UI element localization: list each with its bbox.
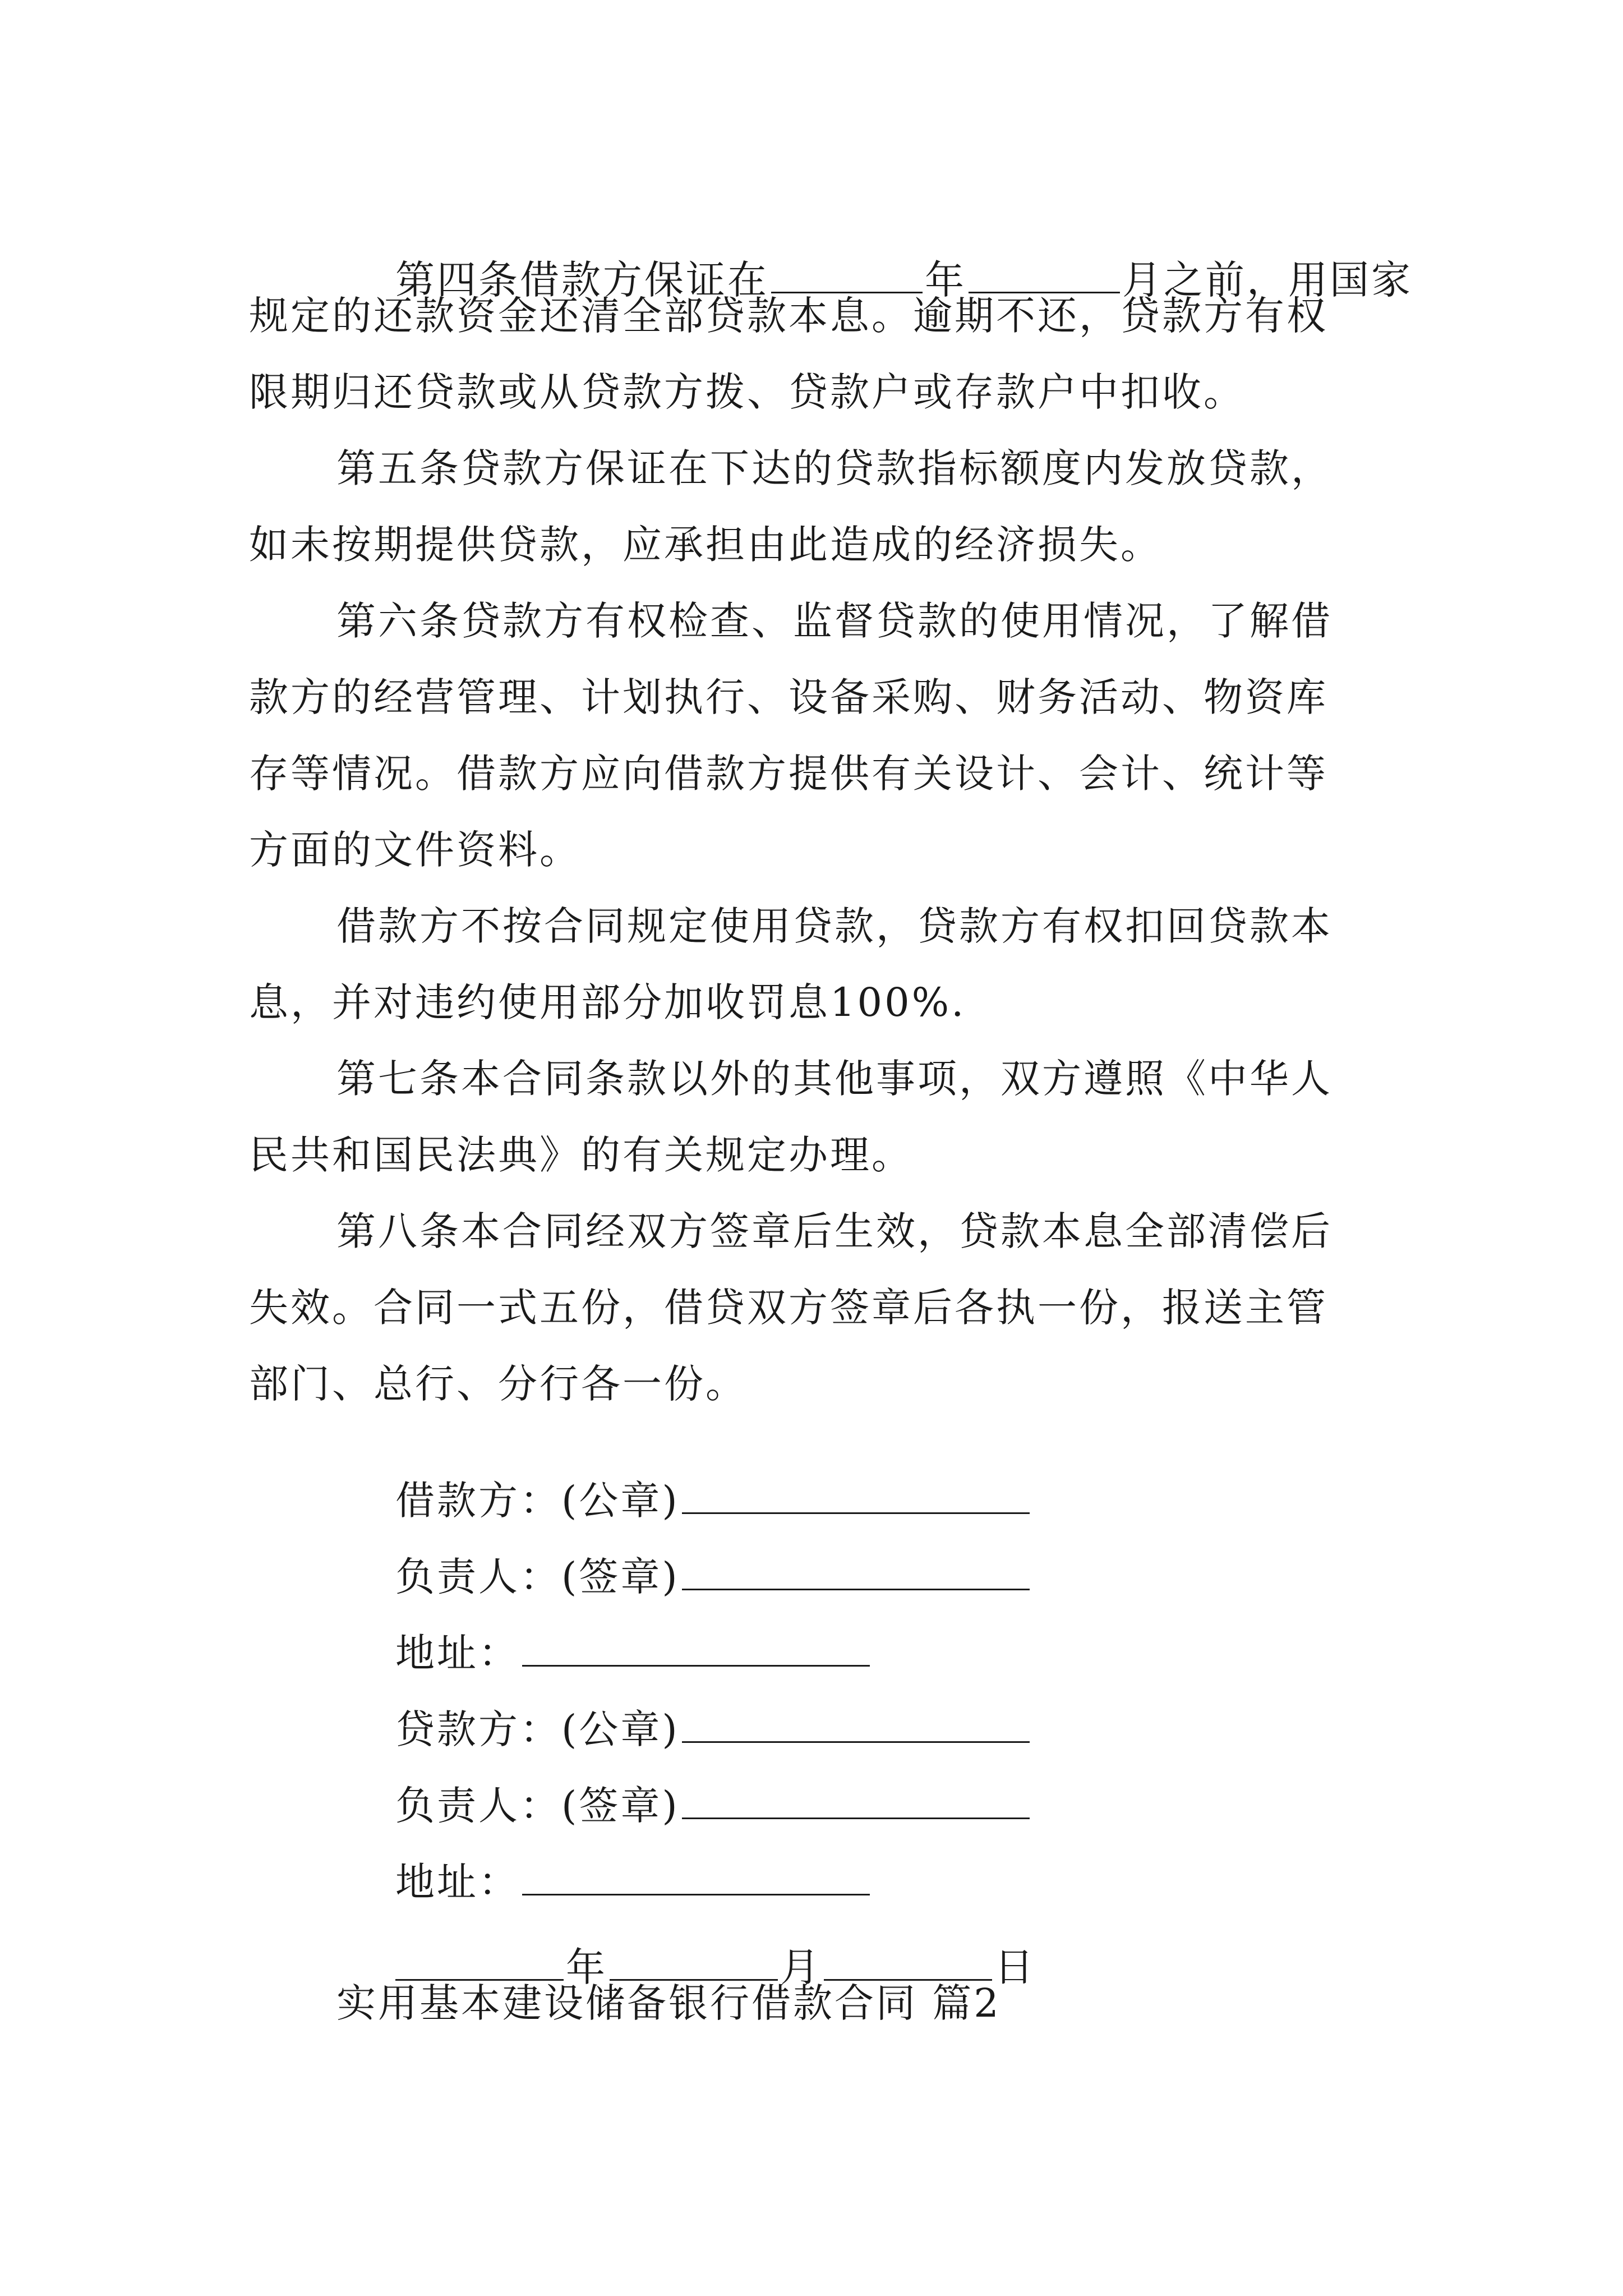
borrower-seal-field[interactable] [682,1480,1030,1514]
article4-line2: 规定的还款资金还清全部贷款本息。逾期不还，贷款方有权 [249,293,1328,339]
article7-line2: 民共和国民法典》的有关规定办理。 [249,1132,913,1178]
date-month-blank[interactable] [610,1947,778,1981]
date-day-blank[interactable] [824,1947,992,1981]
article4-line1-suffix: 月之前，用国家 [1122,257,1413,303]
penalty-line1: 借款方不按合同规定使用贷款，贷款方有权扣回贷款本 [336,903,1332,949]
article8-line3: 部门、总行、分行各一份。 [249,1361,747,1407]
article4-year-label: 年 [925,257,967,303]
lender-seal-label: 贷款方：(公章) [395,1706,680,1752]
date-day-label: 日 [994,1944,1036,1990]
lender-address-field[interactable] [522,1861,870,1895]
next-section-title: 实用基本建设储备银行借款合同 篇2 [336,1980,1001,2026]
lender-seal-field[interactable] [682,1709,1030,1743]
date-year-blank[interactable] [395,1947,564,1981]
article6-line2: 款方的经营管理、计划执行、设备采购、财务活动、物资库 [249,674,1328,720]
borrower-seal-label: 借款方：(公章) [395,1478,680,1524]
date-year-label: 年 [566,1944,608,1990]
month-blank[interactable] [969,259,1120,293]
article8-line2: 失效。合同一式五份，借贷双方签章后各执一份，报送主管 [249,1285,1328,1331]
year-blank[interactable] [771,259,923,293]
article5-line1: 第五条贷款方保证在下达的贷款指标额度内发放贷款， [336,445,1332,491]
lender-person-field[interactable] [682,1785,1030,1819]
borrower-address-label: 地址： [395,1630,520,1676]
article6-line3: 存等情况。借款方应向借款方提供有关设计、会计、统计等 [249,751,1328,797]
article6-line1: 第六条贷款方有权检查、监督贷款的使用情况，了解借 [336,598,1332,644]
date-month-label: 月 [780,1944,822,1990]
article4-line1-prefix: 第四条借款方保证在 [395,257,769,303]
borrower-address-field[interactable] [522,1632,870,1667]
borrower-person-field[interactable] [682,1556,1030,1590]
article8-line1: 第八条本合同经双方签章后生效，贷款本息全部清偿后 [336,1208,1332,1254]
borrower-person-label: 负责人：(签章) [395,1554,680,1600]
lender-address-label: 地址： [395,1859,520,1905]
penalty-line2: 息，并对违约使用部分加收罚息100%. [249,979,966,1025]
lender-person-label: 负责人：(签章) [395,1783,680,1829]
article5-line2: 如未按期提供贷款，应承担由此造成的经济损失。 [249,522,1162,568]
article7-line1: 第七条本合同条款以外的其他事项，双方遵照《中华人 [336,1056,1332,1102]
article4-line3: 限期归还贷款或从贷款方拨、贷款户或存款户中扣收。 [249,369,1245,415]
article6-line4: 方面的文件资料。 [249,827,581,873]
